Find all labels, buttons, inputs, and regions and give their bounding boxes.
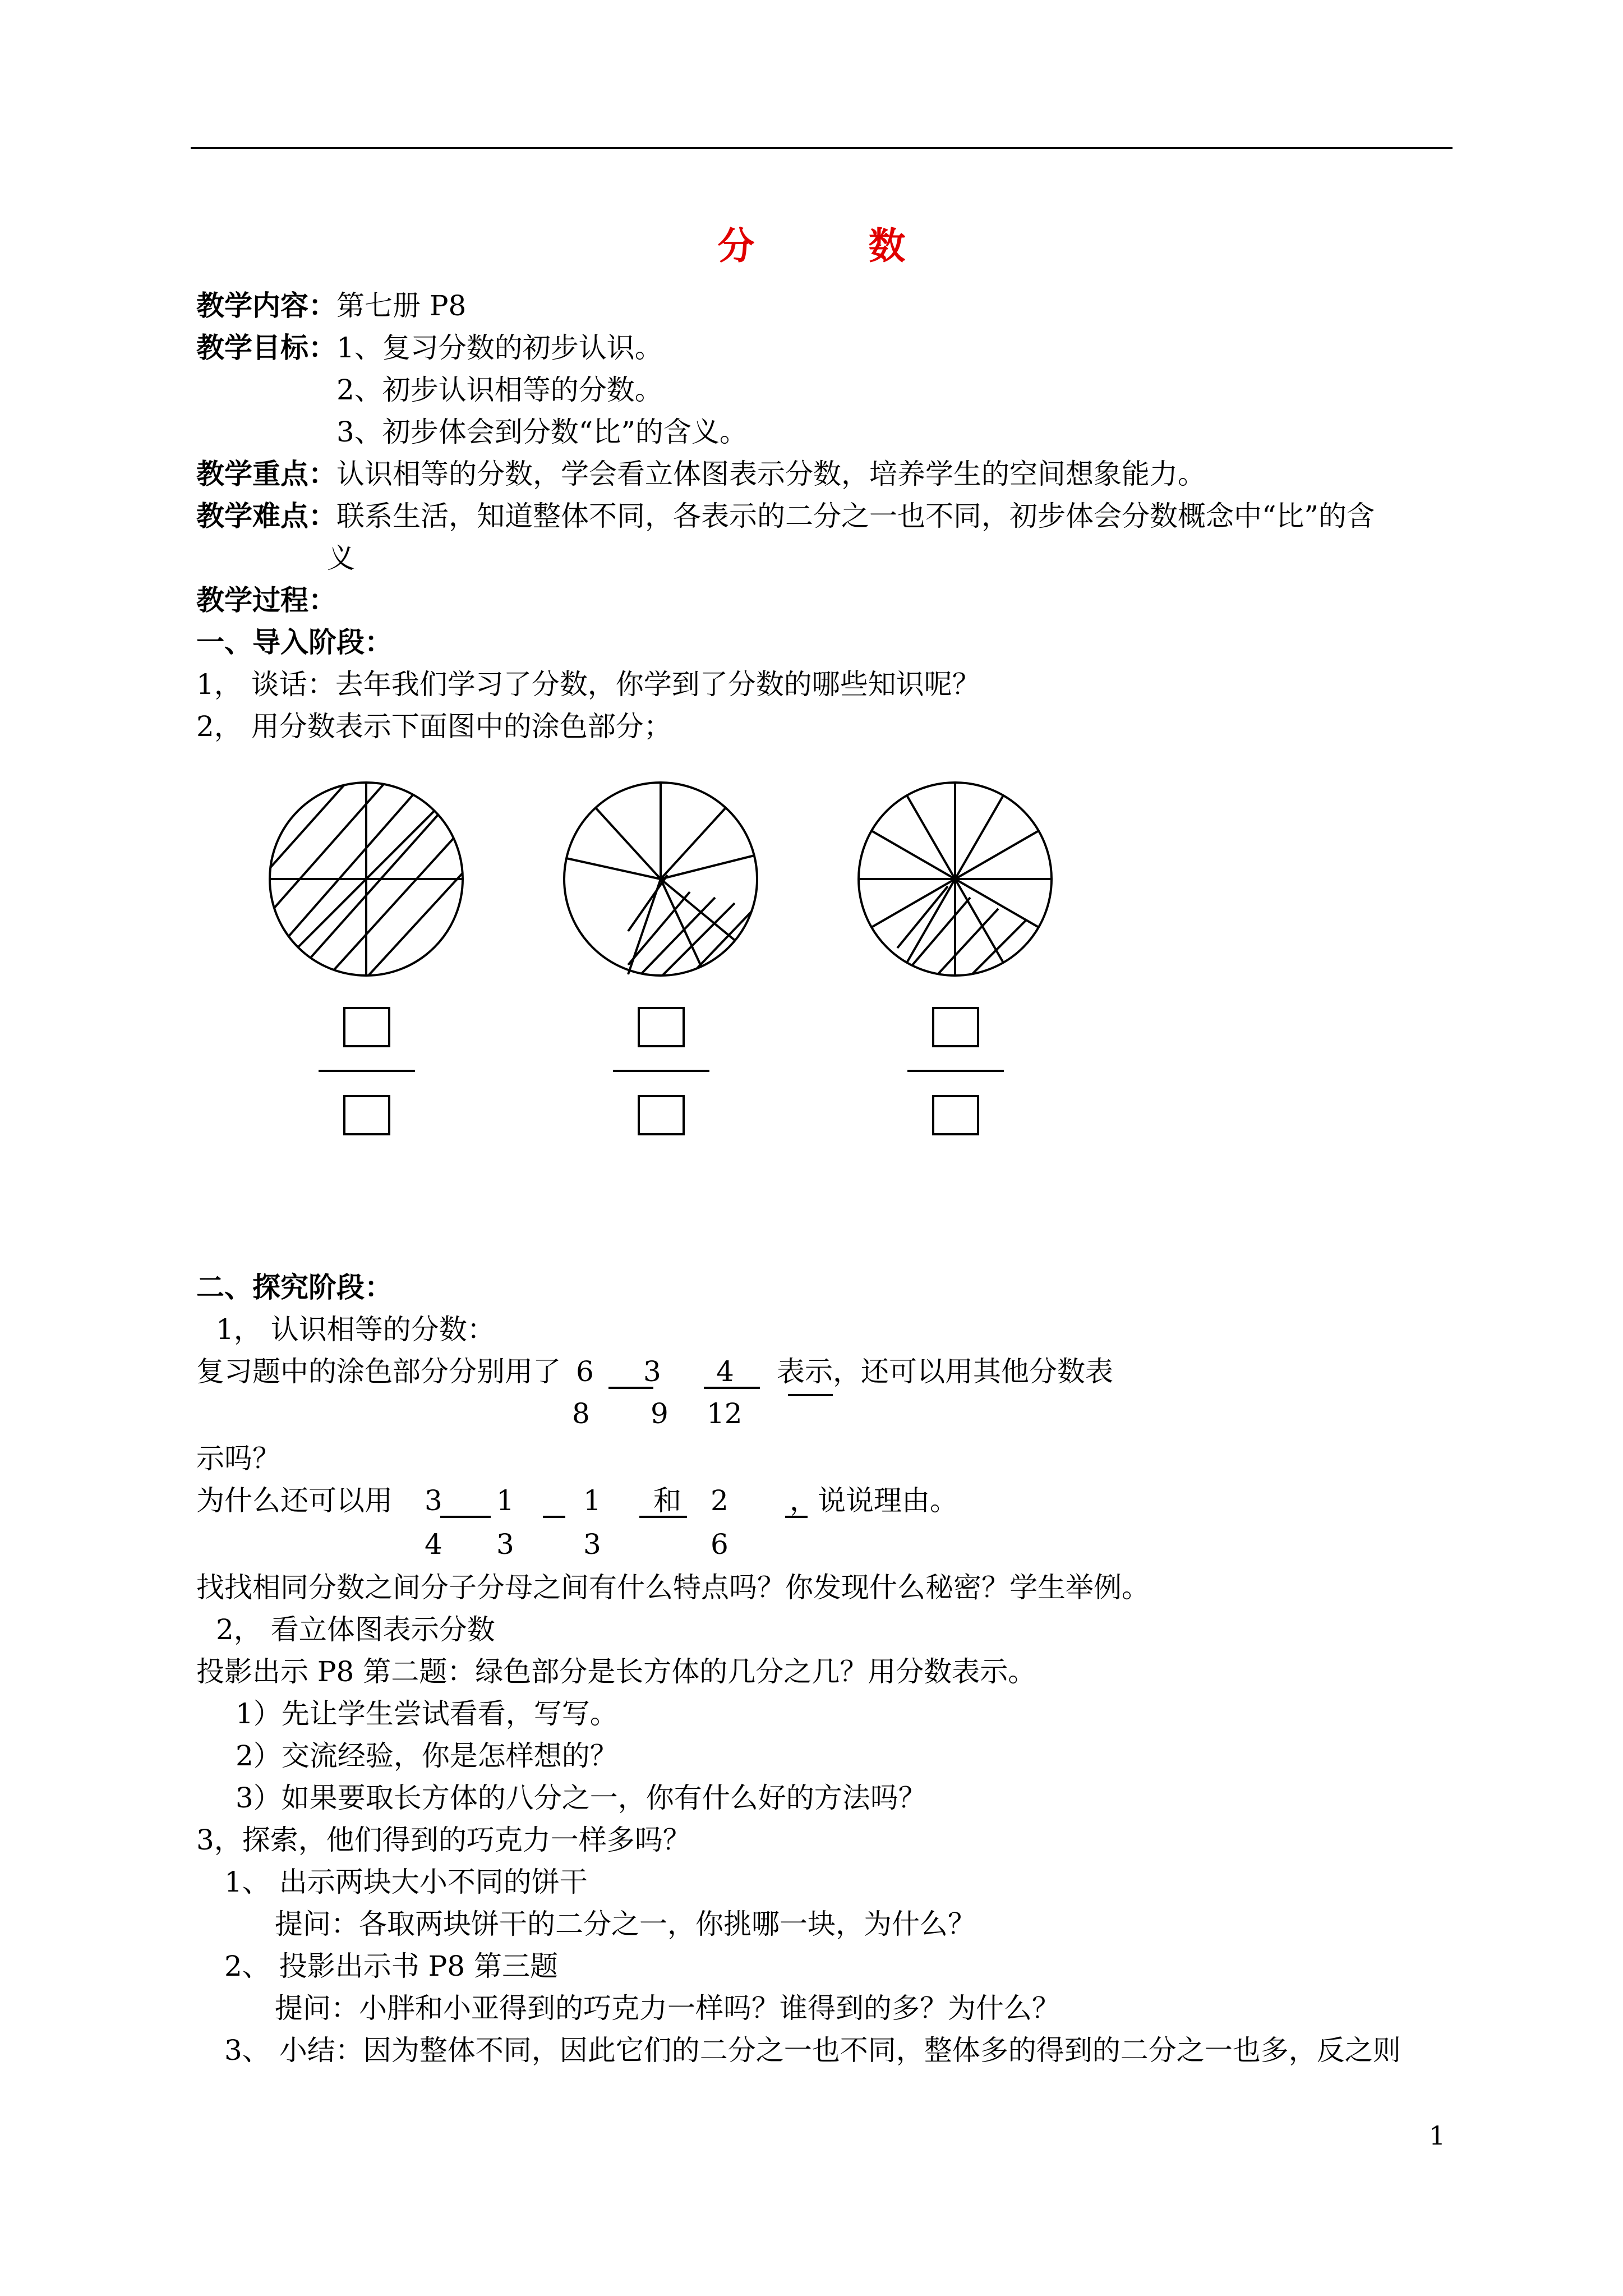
explore-1: 1、 出示两块大小不同的饼干	[224, 1866, 588, 1898]
answer-box-1-numerator[interactable]	[343, 1007, 390, 1047]
proj-line: 投影出示 P8 第二题：绿色部分是长方体的几分之几？用分数表示。	[196, 1655, 1036, 1688]
stage2-heading: 二、探究阶段：	[196, 1271, 393, 1304]
review-num-3: 4	[716, 1355, 734, 1388]
circle-2	[564, 783, 757, 982]
key-points-label: 教学重点：	[196, 457, 336, 490]
stage1-heading: 一、导入阶段：	[196, 625, 393, 659]
answer-box-1-denominator[interactable]	[343, 1095, 390, 1135]
stage1-item2: 2， 用分数表示下面图中的涂色部分；	[196, 710, 672, 743]
why-den-1: 4	[425, 1528, 442, 1561]
answer-box-2-numerator[interactable]	[638, 1007, 685, 1047]
difficulties-text-cont: 义	[327, 542, 355, 574]
fraction-bar-2	[613, 1070, 709, 1072]
step-1: 1）先让学生尝试看看，写写。	[236, 1697, 618, 1730]
review-suffix: 表示，还可以用其他分数表	[777, 1355, 1113, 1388]
review-num-1: 6	[576, 1355, 594, 1388]
explore-3: 3、 小结：因为整体不同，因此它们的二分之一也不同，整体多的得到的二分之一也多，反之则	[224, 2034, 1401, 2067]
answer-box-2-denominator[interactable]	[638, 1095, 685, 1135]
explore-2-question: 提问：小胖和小亚得到的巧克力一样吗？谁得到的多？为什么？	[275, 1992, 1060, 2024]
key-points-text: 认识相等的分数，学会看立体图表示分数，培养学生的空间想象能力。	[336, 458, 1206, 490]
goal-item-1: 1、复习分数的初步认识。	[336, 332, 663, 364]
stage2-sub3: 3，探索，他们得到的巧克力一样多吗？	[196, 1824, 691, 1856]
why-bar-1	[440, 1516, 491, 1518]
goal-item-2: 2、初步认识相等的分数。	[336, 374, 663, 406]
review-cont: 示吗？	[196, 1442, 280, 1475]
circle-1	[264, 769, 471, 1004]
why-den-3: 3	[583, 1528, 601, 1561]
why-den-2: 3	[496, 1528, 514, 1561]
review-num-2: 3	[643, 1355, 661, 1388]
review-den-3: 12	[707, 1397, 743, 1430]
why-num-3: 1	[583, 1484, 601, 1517]
review-den-1: 8	[572, 1397, 590, 1430]
why-prefix: 为什么还可以用	[196, 1484, 393, 1517]
why-den-4: 6	[711, 1528, 728, 1561]
review-bar-3	[788, 1394, 833, 1396]
answer-box-3-numerator[interactable]	[932, 1007, 979, 1047]
why-num-1: 3	[425, 1484, 442, 1517]
why-num-2: 1	[496, 1484, 514, 1517]
find-line: 找找相同分数之间分子分母之间有什么特点吗？你发现什么秘密？学生举例。	[196, 1571, 1150, 1604]
why-suffix: ，说说理由。	[790, 1484, 958, 1517]
difficulties-label: 教学难点：	[196, 499, 336, 532]
why-num-5: 2	[711, 1484, 728, 1517]
explore-1-question: 提问：各取两块饼干的二分之一，你挑哪一块，为什么？	[275, 1908, 976, 1940]
stage2-sub2: 2， 看立体图表示分数	[216, 1613, 495, 1646]
circle-3	[859, 783, 1052, 982]
page-title: 分 数	[717, 224, 956, 268]
explore-2: 2、 投影出示书 P8 第三题	[224, 1950, 558, 1982]
goals-label: 教学目标：	[196, 331, 336, 364]
goal-item-3: 3、初步体会到分数“比”的含义。	[336, 416, 748, 448]
page-number: 1	[1429, 2120, 1446, 2151]
fraction-bar-3	[907, 1070, 1004, 1072]
why-word-and: 和	[653, 1484, 681, 1517]
stage1-item1: 1， 谈话：去年我们学习了分数，你学到了分数的哪些知识呢？	[196, 668, 980, 701]
content-text: 第七册 P8	[336, 289, 467, 322]
step-2: 2）交流经验，你是怎样想的？	[236, 1740, 618, 1772]
process-label: 教学过程：	[196, 583, 336, 616]
step-3: 3）如果要取长方体的八分之一，你有什么好的方法吗？	[236, 1782, 926, 1814]
fraction-bar-1	[319, 1070, 415, 1072]
review-prefix: 复习题中的涂色部分分别用了	[196, 1355, 561, 1388]
content-label: 教学内容：	[196, 289, 336, 322]
why-bar-3	[639, 1516, 687, 1518]
why-bar-2	[543, 1516, 565, 1518]
review-den-2: 9	[651, 1397, 668, 1430]
difficulties-text: 联系生活，知道整体不同，各表示的二分之一也不同，初步体会分数概念中“比”的含	[336, 500, 1375, 532]
answer-box-3-denominator[interactable]	[932, 1095, 979, 1135]
stage2-sub1: 1， 认识相等的分数：	[216, 1313, 495, 1346]
